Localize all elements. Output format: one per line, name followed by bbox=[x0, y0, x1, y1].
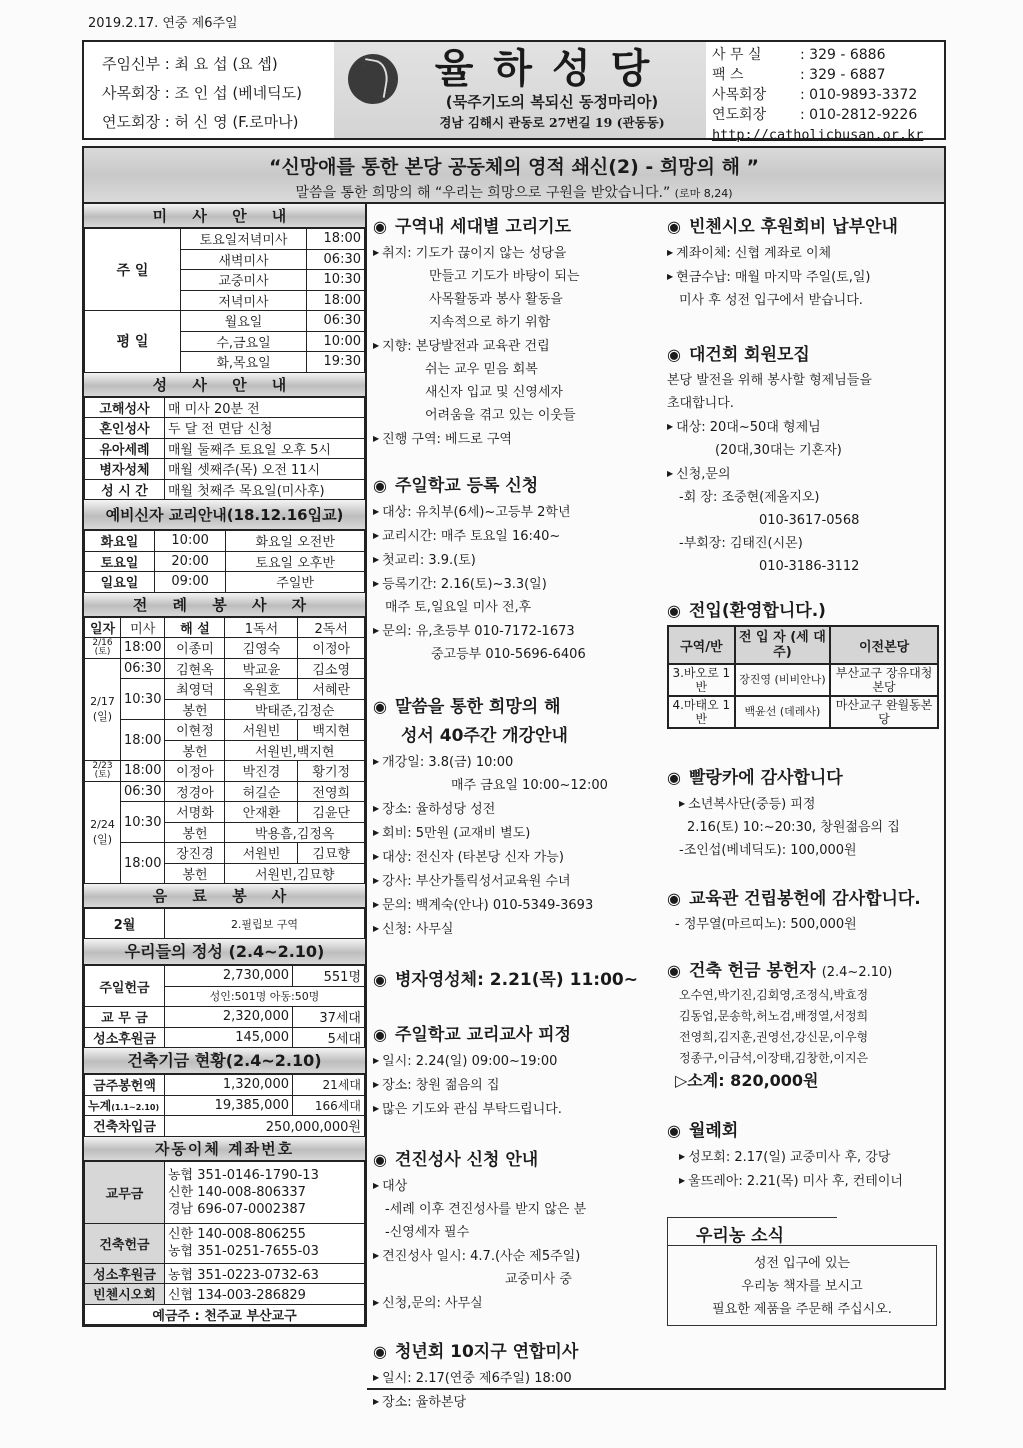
building-amount: 1,320,000 bbox=[165, 1075, 293, 1096]
bullseye-icon: ◉ bbox=[373, 970, 387, 989]
triangle-bullet-icon: ▶ bbox=[373, 1181, 380, 1190]
banner-title: “신망애를 통한 본당 공동체의 영적 쇄신(2) - 희망의 해 ” bbox=[268, 156, 760, 178]
class-time: 10:00 bbox=[155, 531, 226, 552]
theme-banner bbox=[82, 146, 946, 204]
school-line: 교리시간: 매주 토요일 16:40~ bbox=[382, 529, 561, 544]
sacrament-info: 매 미사 20분 전 bbox=[165, 397, 365, 418]
name-cell: 김묘향 bbox=[298, 843, 365, 864]
monthly-line: 성모회: 2.17(일) 교중미사 후, 강당 bbox=[688, 1150, 891, 1165]
account-label: 건축헌금 bbox=[85, 1223, 165, 1263]
school-line: 등록기간: 2.16(토)~3.3(일) bbox=[382, 577, 547, 592]
offering-detail: 성인:501명 아동:50명 bbox=[165, 986, 365, 1007]
staff-prayer-head: 연도회장 : 허 신 영 (F.로마나) bbox=[102, 113, 299, 131]
bullseye-icon: ◉ bbox=[373, 1342, 387, 1361]
contact-label: 연도회장 bbox=[712, 107, 767, 123]
transfer-cell: 백윤선 (데레사) bbox=[735, 696, 830, 728]
name-cell: 황기정 bbox=[298, 761, 365, 782]
men-line: 010-3186-3112 bbox=[759, 559, 860, 574]
name-cell: 백지현 bbox=[298, 720, 365, 741]
contact-label: 팩 스 bbox=[712, 67, 744, 83]
donors-line: 오수연,박기진,김회영,조정식,박효정 bbox=[679, 988, 869, 1002]
sacrament-name: 병자성체 bbox=[85, 459, 165, 480]
col-header: 2독서 bbox=[298, 617, 365, 638]
sacraments-title: 성 사 안 내 bbox=[84, 373, 365, 397]
middle-column bbox=[367, 204, 657, 1410]
school-line: 중고등부 010-5696-6406 bbox=[431, 647, 586, 662]
name-cell: 서혜란 bbox=[298, 679, 365, 700]
patron: (묵주기도의 복되신 동정마리아) bbox=[445, 93, 659, 111]
contact-value: : 329 - 6887 bbox=[800, 67, 886, 83]
name-cell: 서원빈 bbox=[225, 720, 298, 741]
name-cell: 박진경 bbox=[225, 761, 298, 782]
name-cell: 봉헌 bbox=[165, 740, 225, 761]
contact-value: : 010-9893-3372 bbox=[800, 87, 918, 103]
vincent-line: 계좌이체: 신협 계좌로 이체 bbox=[676, 246, 832, 261]
mass-table bbox=[84, 228, 365, 373]
sacrament-info: 두 달 전 면담 신청 bbox=[165, 418, 365, 439]
confirm-line: 대상 bbox=[382, 1179, 408, 1194]
account-number: 농협 351-0251-7655-03 bbox=[168, 1244, 319, 1259]
teachers-line: 많은 기도와 관심 부탁드립니다. bbox=[382, 1102, 562, 1117]
bible-line: 매주 금요일 10:00~12:00 bbox=[451, 778, 608, 793]
mass-name: 저녁미사 bbox=[181, 290, 307, 311]
bullseye-icon: ◉ bbox=[373, 217, 387, 236]
building-label: 금주봉헌액 bbox=[85, 1075, 165, 1096]
col-header: 구역/반 bbox=[668, 626, 735, 664]
triangle-bullet-icon: ▶ bbox=[373, 828, 380, 837]
teachers-line: 일시: 2.24(일) 09:00~19:00 bbox=[382, 1054, 558, 1069]
name-cell: 장진경 bbox=[165, 843, 225, 864]
name-cell: 서원빈,김묘향 bbox=[225, 863, 365, 884]
masthead bbox=[82, 40, 946, 143]
triangle-bullet-icon: ▶ bbox=[679, 1176, 686, 1185]
left-column bbox=[82, 204, 367, 1327]
class-name: 토요일 오후반 bbox=[226, 551, 365, 572]
sacrament-info: 매월 첫째주 목요일(미사후) bbox=[165, 479, 365, 500]
prayer-line: 어려움을 겪고 있는 이웃들 bbox=[425, 408, 576, 423]
loan-label: 건축차입금 bbox=[85, 1116, 165, 1137]
catechumen-title: 예비신자 교리안내(18.12.16입교) bbox=[84, 500, 365, 530]
prayer-line: ▶ 취지: 기도가 끊이지 않는 성당을 bbox=[373, 246, 567, 261]
account-number: 신협 134-003-286829 bbox=[165, 1284, 365, 1305]
sick-communion-title: ◉ 병자영성체: 2.21(목) 11:00~ bbox=[373, 970, 638, 990]
teachers-line: 장소: 창원 젊음의 집 bbox=[382, 1078, 500, 1093]
men-line: 010-3617-0568 bbox=[759, 513, 860, 528]
transfer-table bbox=[667, 625, 939, 729]
sunday-label: 주 일 bbox=[85, 229, 181, 311]
name-cell: 봉헌 bbox=[165, 863, 225, 884]
vincent-section-title: ◉ 빈첸시오 후원회비 납부안내 bbox=[667, 217, 898, 237]
school-line: 매주 토,일요일 미사 전,후 bbox=[385, 600, 532, 615]
bullseye-icon: ◉ bbox=[373, 1150, 387, 1169]
name-cell: 이현정 bbox=[165, 720, 225, 741]
mass-name: 월요일 bbox=[181, 311, 307, 332]
name-cell: 서원빈 bbox=[225, 843, 298, 864]
offering-label: 주일헌금 bbox=[85, 966, 165, 1007]
bible-line: 회비: 5만원 (교재비 별도) bbox=[382, 826, 531, 841]
triangle-bullet-icon: ▶ bbox=[373, 852, 380, 861]
church-logo-icon bbox=[348, 54, 398, 104]
bible-line: 문의: 백계숙(안나) 010-5349-3693 bbox=[382, 898, 594, 913]
triangle-bullet-icon: ▶ bbox=[373, 876, 380, 885]
men-line: 신청,문의 bbox=[676, 467, 731, 482]
triangle-bullet-icon: ▶ bbox=[373, 555, 380, 564]
edu-line: - 정무열(마르띠노): 500,000원 bbox=[675, 917, 857, 932]
bullseye-icon: ◉ bbox=[667, 768, 681, 787]
staff-council-head: 사목회장 : 조 인 섭 (베네딕도) bbox=[102, 84, 302, 102]
church-title-block bbox=[334, 42, 706, 138]
teachers-section-title: ◉ 주일학교 교리교사 피정 bbox=[373, 1025, 572, 1045]
confirmation-section-title: ◉ 견진성사 신청 안내 bbox=[373, 1150, 539, 1170]
banner-subtitle: 말씀을 통한 희망의 해 “우리는 희망으로 구원을 받았습니다.” bbox=[295, 185, 671, 201]
account-number: 신한 140-008-806337 bbox=[168, 1184, 306, 1200]
col-header: 1독서 bbox=[225, 617, 298, 638]
class-name: 화요일 오전반 bbox=[226, 531, 365, 552]
date-line: 2019.2.17. 연중 제6주일 bbox=[88, 16, 238, 31]
staff-list bbox=[84, 42, 334, 138]
building-label: 누계 bbox=[88, 1098, 112, 1113]
confirm-line: -신영세자 필수 bbox=[385, 1225, 470, 1240]
men-line: -회 장: 조중현(제올지오) bbox=[679, 490, 820, 505]
triangle-bullet-icon: ▶ bbox=[373, 507, 380, 516]
name-cell: 봉헌 bbox=[165, 699, 225, 720]
men-line: 초대합니다. bbox=[667, 396, 734, 411]
class-day: 토요일 bbox=[85, 551, 155, 572]
name-cell: 이정아 bbox=[298, 638, 365, 659]
school-line: 대상: 유치부(6세)~고등부 2학년 bbox=[382, 505, 571, 520]
name-cell: 김소영 bbox=[298, 658, 365, 679]
account-label: 빈첸시오회 bbox=[85, 1284, 165, 1305]
vincent-line: 현금수납: 매월 마지막 주일(토,일) bbox=[676, 270, 871, 285]
building-note: (1.1~2.10) bbox=[111, 1102, 160, 1112]
bullseye-icon: ◉ bbox=[667, 1121, 681, 1140]
donors-period: (2.4~2.10) bbox=[821, 965, 893, 980]
name-cell: 이정아 bbox=[165, 761, 225, 782]
youth-section-title: ◉ 청년회 10지구 연합미사 bbox=[373, 1342, 579, 1362]
bible-section-subtitle: 성서 40주간 개강안내 bbox=[401, 726, 568, 746]
monthly-line: 울뜨레아: 2.21(목) 미사 후, 컨테이너 bbox=[688, 1174, 903, 1189]
triangle-bullet-icon: ▶ bbox=[373, 1080, 380, 1089]
bullseye-icon: ◉ bbox=[667, 889, 681, 908]
sacrament-info: 매월 둘째주 토요일 오후 5시 bbox=[165, 438, 365, 459]
youth-line: 일시: 2.17(연중 제6주일) 18:00 bbox=[382, 1371, 572, 1386]
bullseye-icon: ◉ bbox=[667, 345, 681, 364]
date-cell: 2/16 (토) bbox=[85, 638, 121, 659]
men-section-title: ◉ 대건회 회원모집 bbox=[667, 345, 810, 365]
donors-total: ▷소계: 820,000원 bbox=[675, 1071, 819, 1090]
account-holder: 예금주 : 천주교 부산교구 bbox=[85, 1304, 365, 1325]
name-cell: 김현옥 bbox=[165, 658, 225, 679]
farm-line: 필요한 제품을 주문해 주십시오. bbox=[712, 1302, 892, 1317]
offering-amount: 2,730,000 bbox=[165, 966, 293, 987]
mass-time: 19:30 bbox=[307, 352, 365, 373]
name-cell: 박교윤 bbox=[225, 658, 298, 679]
drinks-month: 2월 bbox=[85, 909, 165, 939]
prayer-line: ▶ 진행 구역: 베드로 구역 bbox=[373, 432, 512, 447]
triangle-bullet-icon: ▶ bbox=[667, 248, 674, 257]
time-cell: 06:30 bbox=[121, 658, 165, 679]
contact-value: : 329 - 6886 bbox=[800, 47, 886, 63]
name-cell: 박태준,김정순 bbox=[225, 699, 365, 720]
name-cell: 전영희 bbox=[298, 781, 365, 802]
class-time: 09:00 bbox=[155, 572, 226, 593]
donors-line: 전영희,김지훈,권영선,강신문,이우형 bbox=[679, 1030, 869, 1044]
offering-count: 551명 bbox=[293, 966, 365, 987]
building-table bbox=[84, 1074, 365, 1137]
time-cell: 18:00 bbox=[121, 761, 165, 782]
triangle-bullet-icon: ▶ bbox=[373, 579, 380, 588]
triangle-bullet-icon: ▶ bbox=[373, 531, 380, 540]
triangle-bullet-icon: ▶ bbox=[373, 1104, 380, 1113]
catechumen-table bbox=[84, 530, 365, 593]
col-header: 이전본당 bbox=[830, 626, 938, 664]
sacrament-name: 유아세례 bbox=[85, 438, 165, 459]
mass-time: 10:00 bbox=[307, 331, 365, 352]
name-cell: 허길순 bbox=[225, 781, 298, 802]
col-header: 일자 bbox=[85, 617, 121, 638]
vincent-line: 미사 후 성전 입구에서 받습니다. bbox=[679, 293, 863, 308]
offering-table bbox=[84, 965, 365, 1048]
contact-label: 사목회장 bbox=[712, 87, 767, 103]
triangle-bullet-icon: ▶ bbox=[373, 757, 380, 766]
sacrament-name: 혼인성사 bbox=[85, 418, 165, 439]
farm-line: 성전 입구에 있는 bbox=[753, 1256, 851, 1271]
bullseye-icon: ◉ bbox=[373, 476, 387, 495]
sacraments-table bbox=[84, 397, 365, 501]
prayer-line: 새신자 입교 및 신영세자 bbox=[425, 385, 563, 400]
men-line: (20대,30대는 기혼자) bbox=[715, 443, 842, 458]
mass-name: 교중미사 bbox=[181, 270, 307, 291]
time-cell: 10:30 bbox=[121, 802, 165, 843]
account-number: 신한 140-008-806255 bbox=[168, 1227, 306, 1242]
col-header: 미사 bbox=[121, 617, 165, 638]
transfer-cell: 마산교구 완월동본당 bbox=[830, 696, 938, 728]
men-line: 대상: 20대~50대 형제님 bbox=[676, 420, 821, 435]
bullseye-icon: ◉ bbox=[373, 1025, 387, 1044]
triangle-bullet-icon: ▶ bbox=[373, 1373, 380, 1382]
triangle-bullet-icon: ▶ bbox=[667, 272, 674, 281]
name-cell: 김영숙 bbox=[225, 638, 298, 659]
bible-section-title: ◉ 말씀을 통한 희망의 해 bbox=[373, 697, 561, 717]
prayer-line: 지속적으로 하기 위함 bbox=[429, 315, 551, 330]
offering-count: 37세대 bbox=[293, 1007, 365, 1028]
confirm-line: 신청,문의: 사무실 bbox=[382, 1296, 483, 1311]
van-line: 2.16(토) 10:~20:30, 창원젊음의 집 bbox=[687, 820, 900, 835]
triangle-bullet-icon: ▶ bbox=[679, 1152, 686, 1161]
name-cell: 봉헌 bbox=[165, 822, 225, 843]
account-number: 농협 351-0223-0732-63 bbox=[165, 1263, 365, 1284]
class-name: 주일반 bbox=[226, 572, 365, 593]
drinks-group: 2.필립보 구역 bbox=[165, 909, 365, 939]
mass-name: 수,금요일 bbox=[181, 331, 307, 352]
triangle-bullet-icon: ▶ bbox=[667, 469, 674, 478]
account-number: 농협 351-0146-1790-13 bbox=[168, 1167, 319, 1183]
donors-section-title: ◉ 건축 헌금 봉헌자 (2.4~2.10) bbox=[667, 961, 893, 981]
mass-name: 토요일저녁미사 bbox=[181, 229, 307, 250]
triangle-bullet-icon: ▶ bbox=[679, 799, 686, 808]
monthly-section-title: ◉ 월례회 bbox=[667, 1121, 739, 1141]
ministers-title: 전 례 봉 사 자 bbox=[84, 593, 365, 617]
website-link[interactable]: http://catholicbusan.or.kr bbox=[712, 127, 924, 143]
school-line: 문의: 유,초등부 010-7172-1673 bbox=[382, 624, 575, 639]
triangle-bullet-icon: ▶ bbox=[373, 924, 380, 933]
bullseye-icon: ◉ bbox=[667, 961, 681, 980]
mass-time: 18:00 bbox=[307, 290, 365, 311]
date-cell: 2/24 (일) bbox=[85, 781, 121, 884]
confirm-line: 견진성사 일시: 4.7.(사순 제5주일) bbox=[382, 1249, 581, 1264]
bible-line: 신청: 사무실 bbox=[382, 922, 454, 937]
bible-line: 강사: 부산가톨릭성서교육원 수녀 bbox=[382, 874, 571, 889]
triangle-bullet-icon: ▶ bbox=[373, 1298, 380, 1307]
men-line: -부회장: 김태진(시몬) bbox=[679, 536, 803, 551]
sacrament-name: 성 시 간 bbox=[85, 479, 165, 500]
mass-name: 새벽미사 bbox=[181, 249, 307, 270]
bullseye-icon: ◉ bbox=[667, 601, 681, 620]
prayer-section-title: ◉ 구역내 세대별 고리기도 bbox=[373, 217, 572, 237]
mass-time: 06:30 bbox=[307, 249, 365, 270]
farm-news-box bbox=[667, 1217, 937, 1326]
farm-news-title: 우리농 소식 bbox=[667, 1217, 837, 1245]
weekday-label: 평 일 bbox=[85, 311, 181, 373]
contact-value: : 010-2812-9226 bbox=[800, 107, 918, 123]
offering-label: 교 무 금 bbox=[85, 1007, 165, 1028]
building-count: 21세대 bbox=[293, 1075, 365, 1096]
accounts-table bbox=[84, 1161, 365, 1326]
name-cell: 정경아 bbox=[165, 781, 225, 802]
sacrament-name: 고해성사 bbox=[85, 397, 165, 418]
building-count: 166세대 bbox=[293, 1095, 365, 1116]
time-cell: 18:00 bbox=[121, 843, 165, 884]
time-cell: 18:00 bbox=[121, 720, 165, 761]
offering-amount: 145,000 bbox=[165, 1027, 293, 1048]
mass-time: 18:00 bbox=[307, 229, 365, 250]
bullseye-icon: ◉ bbox=[373, 697, 387, 716]
address: 경남 김해시 관동로 27번길 19 (관동동) bbox=[439, 115, 665, 130]
edu-section-title: ◉ 교육관 건립봉헌에 감사합니다. bbox=[667, 889, 921, 909]
name-cell: 박용흠,김정옥 bbox=[225, 822, 365, 843]
date-cell: 2/17 (일) bbox=[85, 658, 121, 761]
contact-list bbox=[706, 42, 944, 143]
transfer-cell: 장진영 (비비안나) bbox=[735, 664, 830, 696]
account-number: 경남 696-07-0002387 bbox=[168, 1201, 306, 1217]
col-header: 해 설 bbox=[165, 617, 225, 638]
mass-title: 미 사 안 내 bbox=[84, 204, 365, 228]
name-cell: 최영덕 bbox=[165, 679, 225, 700]
col-header: 전 입 자 (세 대 주) bbox=[735, 626, 830, 664]
school-section-title: ◉ 주일학교 등록 신청 bbox=[373, 476, 539, 496]
ministers-table bbox=[84, 617, 365, 885]
bullseye-icon: ◉ bbox=[667, 217, 681, 236]
staff-pastor: 주임신부 : 최 요 섭 (요 셉) bbox=[102, 55, 278, 73]
farm-line: 우리농 책자를 보시고 bbox=[741, 1279, 863, 1294]
time-cell: 18:00 bbox=[121, 638, 165, 659]
confirm-line: -세례 이후 견진성사를 받지 않은 분 bbox=[385, 1202, 587, 1217]
triangle-bullet-icon: ▶ bbox=[373, 341, 380, 350]
offering-amount: 2,320,000 bbox=[165, 1007, 293, 1028]
loan-value: 250,000,000원 bbox=[165, 1116, 365, 1137]
sacrament-info: 매월 셋째주(목) 오전 11시 bbox=[165, 459, 365, 480]
mass-time: 10:30 bbox=[307, 270, 365, 291]
bible-line: 장소: 율하성당 성전 bbox=[382, 802, 496, 817]
youth-line: 장소: 율하본당 bbox=[382, 1395, 467, 1410]
transfer-section-title: ◉ 전입(환영합니다.) bbox=[667, 601, 826, 621]
confirm-line: 교중미사 중 bbox=[505, 1272, 572, 1287]
transfer-cell: 부산교구 장유대청본당 bbox=[830, 664, 938, 696]
van-line: -조인섭(베네딕도): 100,000원 bbox=[679, 843, 857, 858]
offering-count: 5세대 bbox=[293, 1027, 365, 1048]
school-line: 첫교리: 3.9.(토) bbox=[382, 553, 476, 568]
name-cell: 이종미 bbox=[165, 638, 225, 659]
offering-title: 우리들의 정성 (2.4~2.10) bbox=[84, 939, 365, 965]
accounts-title: 자동이체 계좌번호 bbox=[84, 1137, 365, 1161]
prayer-line: 만들고 기도가 바탕이 되는 bbox=[429, 269, 580, 284]
donors-line: 김동업,문송학,허노검,배정열,서정희 bbox=[679, 1009, 869, 1023]
name-cell: 안재환 bbox=[225, 802, 298, 823]
triangle-bullet-icon: ▶ bbox=[373, 1397, 380, 1406]
date-cell: 2/23 (토) bbox=[85, 761, 121, 782]
name-cell: 서원빈,백지현 bbox=[225, 740, 365, 761]
mass-time: 06:30 bbox=[307, 311, 365, 332]
prayer-line: 사목활동과 봉사 활동을 bbox=[429, 292, 563, 307]
building-amount: 19,385,000 bbox=[165, 1095, 293, 1116]
van-section-title: ◉ 빨랑카에 감사합니다 bbox=[667, 768, 843, 788]
prayer-line: ▶ 지향: 본당발전과 교육관 건립 bbox=[373, 339, 550, 354]
time-cell: 10:30 bbox=[121, 679, 165, 720]
account-label: 교무금 bbox=[85, 1161, 165, 1223]
name-cell: 김윤단 bbox=[298, 802, 365, 823]
transfer-cell: 3.바오로 1반 bbox=[668, 664, 735, 696]
church-name: 율하성당 bbox=[434, 45, 670, 92]
transfer-cell: 4.마태오 1반 bbox=[668, 696, 735, 728]
drinks-title: 음 료 봉 사 bbox=[84, 884, 365, 908]
bible-line: 대상: 전신자 (타본당 신자 가능) bbox=[382, 850, 564, 865]
name-cell: 옥원호 bbox=[225, 679, 298, 700]
offering-label: 성소후원금 bbox=[85, 1027, 165, 1048]
triangle-bullet-icon: ▶ bbox=[373, 434, 380, 443]
class-day: 화요일 bbox=[85, 531, 155, 552]
prayer-line: 쉬는 교우 믿음 회복 bbox=[425, 362, 538, 377]
right-column bbox=[657, 204, 946, 1390]
account-label: 성소후원금 bbox=[85, 1263, 165, 1284]
bible-line: 개강일: 3.8(금) 10:00 bbox=[382, 755, 514, 770]
triangle-bullet-icon: ▶ bbox=[373, 1056, 380, 1065]
class-day: 일요일 bbox=[85, 572, 155, 593]
banner-ref: (로마 8,24) bbox=[674, 187, 733, 200]
drinks-table bbox=[84, 908, 365, 939]
class-time: 20:00 bbox=[155, 551, 226, 572]
triangle-bullet-icon: ▶ bbox=[373, 248, 380, 257]
triangle-bullet-icon: ▶ bbox=[373, 1251, 380, 1260]
men-line: 본당 발전을 위해 봉사할 형제님들을 bbox=[667, 373, 872, 388]
triangle-bullet-icon: ▶ bbox=[667, 422, 674, 431]
time-cell: 06:30 bbox=[121, 781, 165, 802]
name-cell: 서명화 bbox=[165, 802, 225, 823]
building-title: 건축기금 현황(2.4~2.10) bbox=[84, 1048, 365, 1074]
van-line: 소년복사단(중등) 피정 bbox=[688, 797, 816, 812]
contact-label: 사 무 실 bbox=[712, 47, 762, 63]
mass-name: 화,목요일 bbox=[181, 352, 307, 373]
donors-line: 정종구,이금석,이장태,김창한,이지은 bbox=[679, 1051, 869, 1065]
triangle-bullet-icon: ▶ bbox=[373, 804, 380, 813]
triangle-bullet-icon: ▶ bbox=[373, 626, 380, 635]
triangle-bullet-icon: ▶ bbox=[373, 900, 380, 909]
